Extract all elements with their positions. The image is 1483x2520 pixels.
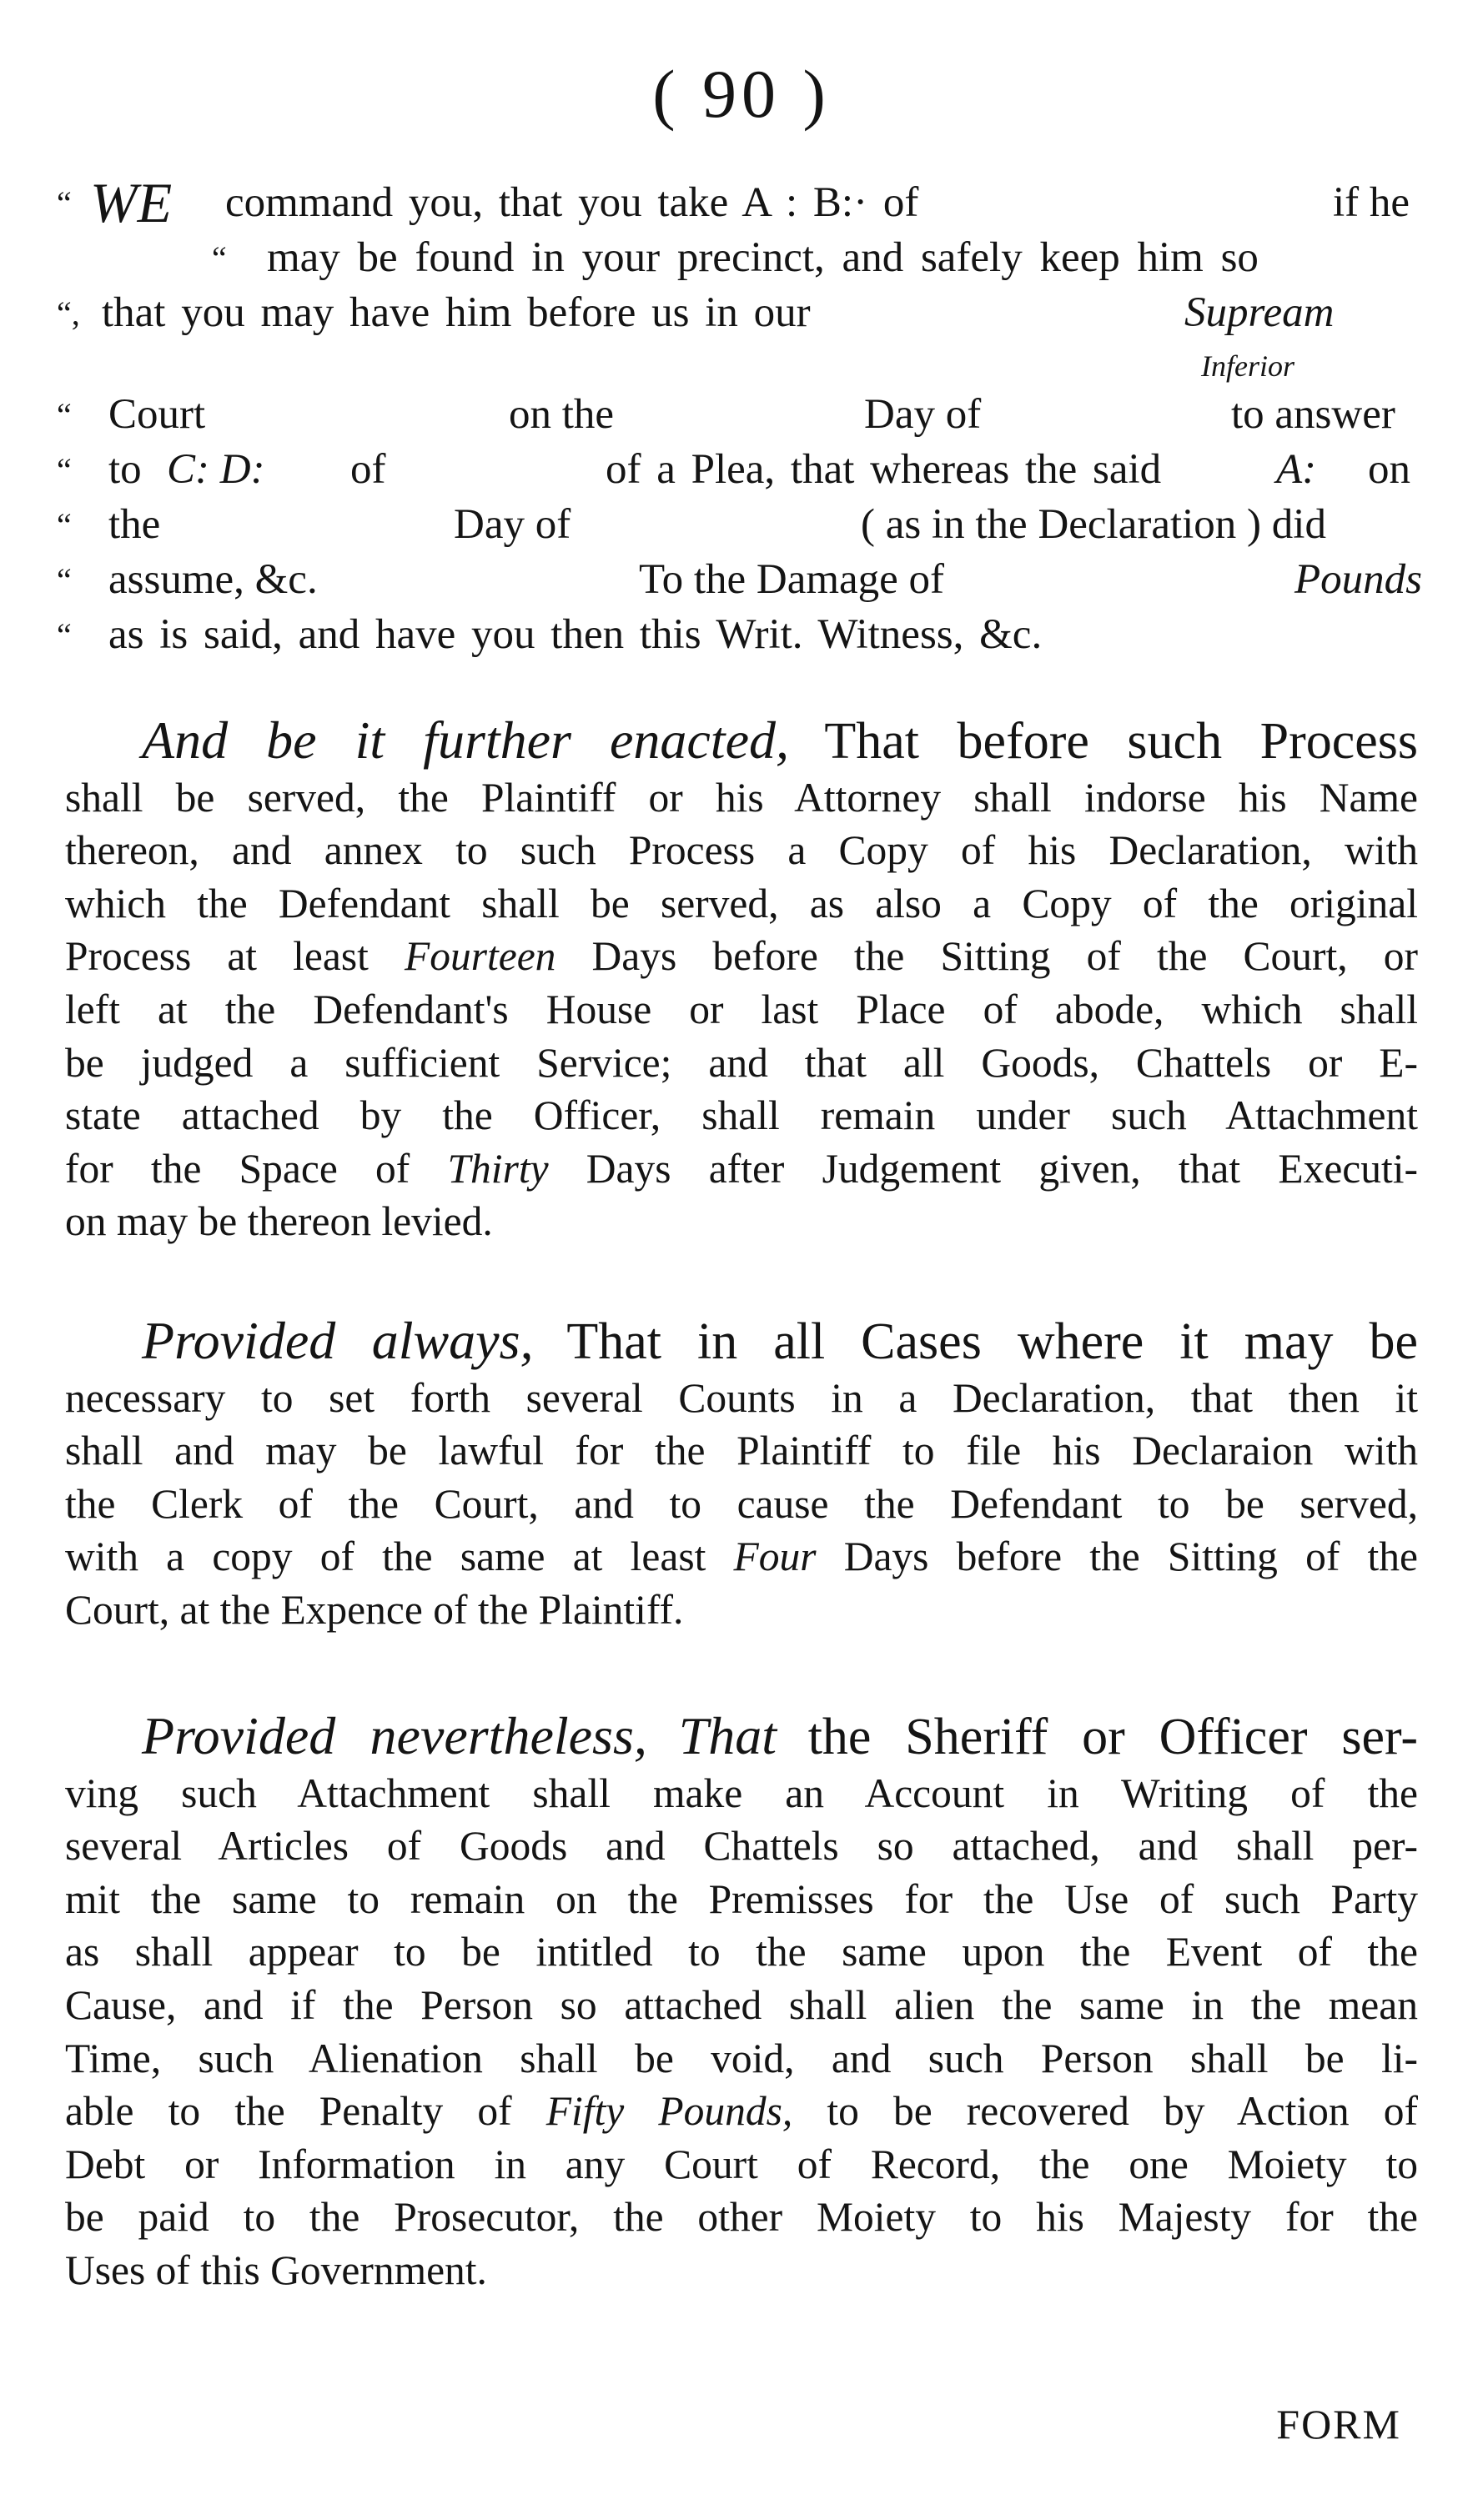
paragraph-line: as shall appear to be intitled to the same upon the Event of the bbox=[65, 1929, 1418, 1975]
writ-quote: “ bbox=[212, 239, 227, 277]
writ-party-cd: C: D: bbox=[167, 446, 265, 493]
writ-text: the bbox=[108, 501, 161, 548]
paragraph-line: shall be served, the Plaintiff or his Attorney shall indorse his Name bbox=[65, 774, 1418, 821]
paragraph-proviso-nevertheless bbox=[65, 1706, 1419, 2297]
writ-quote: “ bbox=[57, 184, 72, 222]
writ-quote: “, bbox=[57, 294, 80, 332]
paragraph-line: which the Defendant shall be served, as also a Copy of the original bbox=[65, 880, 1418, 926]
writ-text: assume, &c. bbox=[108, 556, 318, 603]
paragraph-line bbox=[65, 930, 1418, 983]
catchword: FORM bbox=[1276, 2401, 1401, 2447]
writ-text: may be found in your precinct, and safely keep him so bbox=[267, 234, 1259, 281]
writ-line-3 bbox=[0, 289, 1483, 342]
paragraph-text: the Sheriff or Officer ser- bbox=[807, 1709, 1419, 1765]
writ-text: that you may have him before us in our bbox=[102, 289, 811, 336]
paragraph-line: on may be thereon levied. bbox=[65, 1198, 493, 1245]
paragraph-line: state attached by the Officer, shall remain under such Attachment bbox=[65, 1092, 1418, 1139]
paragraph-italic: Four bbox=[733, 1534, 817, 1580]
writ-initial: WE bbox=[90, 171, 173, 234]
writ-text: to answer bbox=[1231, 391, 1395, 438]
paragraph-line: Court, at the Expence of the Plaintiff. bbox=[65, 1586, 684, 1633]
paragraph-lead: Provided always, bbox=[142, 1311, 534, 1370]
paragraph-lead: And be it further enacted, bbox=[142, 710, 789, 770]
paragraph-proviso-always bbox=[65, 1311, 1418, 1637]
writ-line-8 bbox=[0, 610, 1483, 664]
paragraph-lead: That bbox=[678, 1706, 777, 1765]
paragraph-text: That in all Cases where it may be bbox=[566, 1313, 1418, 1370]
writ-text: ( as in the Declaration ) did bbox=[861, 501, 1326, 548]
writ-text: as is said, and have you then this Writ. Witness, &c. bbox=[108, 611, 1043, 658]
writ-quote: “ bbox=[57, 396, 72, 434]
writ-text: To the Damage of bbox=[639, 556, 945, 603]
paragraph-line: left at the Defendant's House or last Place of abode, which shall bbox=[65, 986, 1418, 1032]
writ-text: Court bbox=[108, 391, 206, 438]
paragraph-line: necessary to set forth several Counts in a Declaration, that then it bbox=[65, 1374, 1418, 1421]
paragraph-line bbox=[65, 1311, 1418, 1372]
paragraph-italic: Thirty bbox=[447, 1145, 549, 1192]
writ-court-supream: Supream bbox=[1184, 289, 1335, 336]
paragraph-text: to be recovered by Action of bbox=[827, 2088, 1418, 2135]
writ-line-5 bbox=[0, 445, 1483, 499]
paragraph-enactment bbox=[65, 710, 1419, 1248]
paragraph-line: several Articles of Goods and Chattels so attached, and shall per- bbox=[65, 1823, 1418, 1870]
paragraph-text: able to the Penalty of bbox=[65, 2088, 512, 2135]
writ-line-1 bbox=[0, 171, 1483, 234]
paragraph-lead: Provided nevertheless, bbox=[142, 1706, 647, 1765]
writ-party-a: A: bbox=[1276, 446, 1317, 493]
paragraph-line: Debt or Information in any Court of Record, the one Moiety to bbox=[65, 2141, 1418, 2187]
paragraph-line: the Clerk of the Court, and to cause the Defendant to be served, bbox=[65, 1480, 1418, 1527]
writ-text: Day of bbox=[864, 391, 982, 438]
writ-text: Day of bbox=[454, 501, 571, 548]
paragraph-line bbox=[65, 2085, 1418, 2138]
paragraph-text: Days before the Sitting of the Court, or bbox=[591, 933, 1418, 980]
paragraph-line: thereon, and annex to such Process a Copy of his Declaration, with bbox=[65, 827, 1418, 874]
writ-text: to bbox=[108, 446, 142, 493]
writ-text: on bbox=[1368, 446, 1410, 493]
writ-text: command you, that you take A : B:· of bbox=[225, 179, 919, 226]
writ-line-4 bbox=[0, 390, 1483, 444]
paragraph-line: mit the same to remain on the Premisses for the Use of such Party bbox=[65, 1875, 1418, 1922]
paragraph-italic: Fourteen bbox=[404, 933, 556, 980]
writ-text: if he bbox=[1333, 179, 1410, 226]
paragraph-text: That before such Process bbox=[824, 713, 1419, 770]
writ-quote: “ bbox=[57, 506, 72, 544]
writ-text: of bbox=[350, 446, 386, 493]
writ-court-inferior: Inferior bbox=[1201, 349, 1294, 383]
writ-quote: “ bbox=[57, 616, 72, 654]
writ-quote: “ bbox=[57, 561, 72, 599]
paragraph-line bbox=[65, 1530, 1418, 1584]
paragraph-text: Process at least bbox=[65, 933, 369, 980]
writ-line-6 bbox=[0, 500, 1483, 554]
paragraph-line: Uses of this Government. bbox=[65, 2246, 487, 2293]
paragraph-italic: Fifty Pounds, bbox=[545, 2088, 793, 2135]
paragraph-text: Days before the Sitting of the bbox=[843, 1534, 1418, 1580]
writ-line-2 bbox=[0, 233, 1483, 287]
paragraph-line bbox=[65, 1706, 1419, 1767]
writ-pounds: Pounds bbox=[1294, 556, 1422, 603]
paragraph-line: be judged a sufficient Service; and that all Goods, Chattels or E- bbox=[65, 1039, 1418, 1086]
paragraph-line: shall and may be lawful for the Plaintiff to file his Declaraion with bbox=[65, 1428, 1418, 1474]
writ-text: on the bbox=[509, 391, 615, 438]
paragraph-line: be paid to the Prosecutor, the other Moiety to his Majesty for the bbox=[65, 2194, 1418, 2241]
paragraph-text: Days after Judgement given, that Executi- bbox=[586, 1145, 1419, 1192]
paragraph-line: Cause, and if the Person so attached shall alien the same in the mean bbox=[65, 1981, 1418, 2028]
paragraph-line bbox=[65, 1142, 1418, 1196]
page-number: ( 90 ) bbox=[652, 56, 831, 132]
paragraph-line: ving such Attachment shall make an Account in Writing of the bbox=[65, 1770, 1418, 1816]
paragraph-text: for the Space of bbox=[65, 1145, 410, 1192]
paragraph-line bbox=[65, 710, 1419, 771]
paragraph-line: Time, such Alienation shall be void, and such Person shall be li- bbox=[65, 2035, 1418, 2081]
writ-line-7 bbox=[0, 555, 1483, 609]
writ-quote: “ bbox=[57, 451, 72, 489]
paragraph-text: with a copy of the same at least bbox=[65, 1534, 706, 1580]
writ-text: of a Plea, that whereas the said bbox=[606, 446, 1162, 493]
